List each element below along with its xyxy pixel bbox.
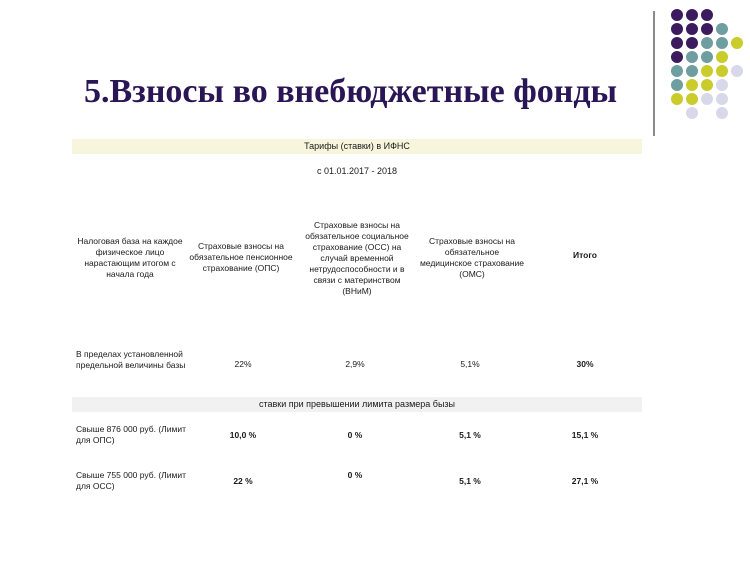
decorative-dot (701, 79, 713, 91)
row-oss: 2,9% (345, 359, 365, 369)
excess-row-total: 27,1 % (571, 476, 599, 486)
decorative-dot (731, 65, 743, 77)
decorative-dot (701, 37, 713, 49)
decorative-dot (716, 51, 728, 63)
decorative-dot (701, 9, 713, 21)
row-total: 30% (576, 359, 594, 369)
decorative-dot (701, 23, 713, 35)
decorative-dot (671, 9, 683, 21)
slide-title: 5.Взносы во внебюджетные фонды (84, 73, 618, 110)
decorative-dot (716, 93, 728, 105)
excess-row-base: Свыше 755 000 руб. (Лимит для ОСС) (76, 470, 186, 491)
header-oms: Страховые взносы на обязательное медицинское страхование (ОМС) (419, 236, 525, 279)
decorative-dot (686, 93, 698, 105)
decorative-dot (716, 23, 728, 35)
decorative-dot (671, 79, 683, 91)
decorative-dot (671, 23, 683, 35)
decorative-vertical-line (653, 11, 655, 136)
table-period: с 01.01.2017 - 2018 (316, 166, 398, 176)
decorative-dot (716, 79, 728, 91)
excess-row-oss: 0 % (347, 470, 363, 480)
header-oss: Страховые взносы на обязательное социальное страхование (ОСС) на случай временной нетрудоспособности и в связи с материнством (ВНиМ) (305, 220, 409, 296)
decorative-dot (686, 9, 698, 21)
header-ops: Страховые взносы на обязательное пенсионное страхование (ОПС) (189, 241, 293, 273)
header-tax-base: Налоговая база на каждое физическое лицо нарастающим итогом с начала года (77, 236, 183, 279)
decorative-dot (686, 23, 698, 35)
decorative-dot (701, 51, 713, 63)
excess-caption: ставки при превышении лимита размера бызы (72, 397, 642, 412)
decorative-dot (686, 37, 698, 49)
excess-row-ops: 22 % (233, 476, 253, 486)
excess-row-base: Свыше 876 000 руб. (Лимит для ОПС) (76, 424, 186, 445)
decorative-dot (686, 79, 698, 91)
decorative-dot-grid (670, 8, 750, 128)
decorative-dot (731, 37, 743, 49)
excess-row-oms: 5,1 % (459, 476, 481, 486)
decorative-dot (716, 37, 728, 49)
excess-row-oms: 5,1 % (459, 430, 481, 440)
decorative-dot (716, 65, 728, 77)
excess-row-oss: 0 % (347, 430, 363, 440)
decorative-dot (686, 65, 698, 77)
decorative-dot (701, 93, 713, 105)
table-caption: Тарифы (ставки) в ИФНС (72, 139, 642, 154)
row-base: В пределах установленной предельной величины базы (76, 349, 186, 370)
decorative-dot (701, 65, 713, 77)
decorative-dot (686, 107, 698, 119)
decorative-dot (671, 93, 683, 105)
decorative-dot (671, 51, 683, 63)
decorative-dot (671, 65, 683, 77)
decorative-dot (686, 51, 698, 63)
row-ops: 22% (234, 359, 252, 369)
excess-row-ops: 10,0 % (229, 430, 257, 440)
excess-row-total: 15,1 % (571, 430, 599, 440)
decorative-dot (671, 37, 683, 49)
header-total: Итого (573, 250, 597, 260)
row-oms: 5,1% (460, 359, 480, 369)
decorative-dot (716, 107, 728, 119)
